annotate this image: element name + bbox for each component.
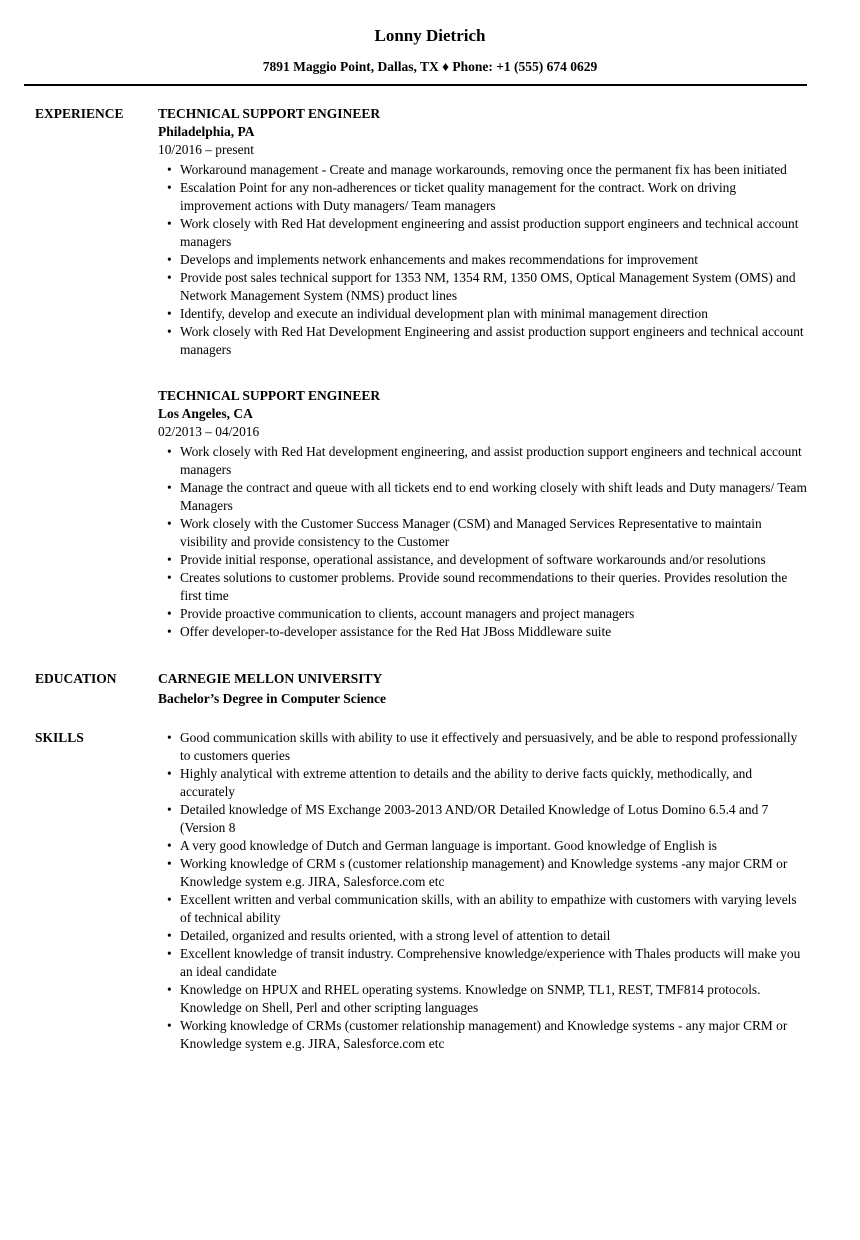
job-bullet-item: • Identify, develop and execute an individual development plan with minimal management direction	[180, 305, 808, 323]
job-bullet-item: • Provide proactive communication to clients, account managers and project managers	[180, 605, 808, 623]
job-bullet-item: • Provide initial response, operational assistance, and development of software workarounds and/or resolutions	[180, 551, 808, 569]
skills-bullet-list	[158, 729, 808, 1053]
skill-bullet-item: • Working knowledge of CRMs (customer relationship management) and Knowledge systems - any major CRM or Knowledge system e.g. JIRA, Salesforce.com etc	[180, 1017, 808, 1053]
education-section-label: EDUCATION	[35, 671, 117, 686]
job-bullet-item: • Offer developer-to-developer assistance for the Red Hat JBoss Middleware suite	[180, 623, 808, 641]
job-bullet-item: • Creates solutions to customer problems. Provide sound recommendations to their queries. Provides resolution the first time	[180, 569, 808, 605]
skill-bullet-item: • Knowledge on HPUX and RHEL operating systems. Knowledge on SNMP, TL1, REST, TMF814 protocols. Knowledge on Shell, Perl and other scripting languages	[180, 981, 808, 1017]
job-title: TECHNICAL SUPPORT ENGINEER	[158, 106, 381, 121]
job-bullet-item: • Workaround management - Create and manage workarounds, removing once the permanent fix has been initiated	[180, 161, 808, 179]
skills-section-label: SKILLS	[35, 730, 84, 745]
header-divider	[24, 84, 807, 86]
job-bullet-list	[158, 161, 808, 359]
skill-bullet-item: • Detailed knowledge of MS Exchange 2003-2013 AND/OR Detailed Knowledge of Lotus Domino 6.5.4 and 7 (Version 8	[180, 801, 808, 837]
skills-content	[158, 729, 808, 1053]
job-bullet-item: • Work closely with Red Hat development engineering, and assist production support engineers and technical account managers	[180, 443, 808, 479]
resume-header	[0, 0, 860, 86]
contact-line: 7891 Maggio Point, Dallas, TX ♦ Phone: +1 (555) 674 0629	[262, 59, 598, 74]
job-title: TECHNICAL SUPPORT ENGINEER	[158, 388, 381, 403]
degree-name: Bachelor’s Degree in Computer Science	[158, 691, 386, 706]
job-dates: 10/2016 – present	[158, 142, 254, 157]
job-bullet-item: • Work closely with the Customer Success Manager (CSM) and Managed Services Representative to maintain visibility and provide consistency to the Customer	[180, 515, 808, 551]
job-bullet-item: • Develops and implements network enhancements and makes recommendations for improvement	[180, 251, 808, 269]
job-bullet-item: • Provide post sales technical support for 1353 NM, 1354 RM, 1350 OMS, Optical Management System (OMS) and Network Management System (NMS) product lines	[180, 269, 808, 305]
skill-bullet-item: • Excellent written and verbal communication skills, with an ability to empathize with customers with varying levels of technical ability	[180, 891, 808, 927]
job-bullet-item: • Work closely with Red Hat development engineering and assist production support engineers and technical account managers	[180, 215, 808, 251]
job-bullet-item: • Work closely with Red Hat Development Engineering and assist production support engineers and technical account managers	[180, 323, 808, 359]
job-bullet-item: • Manage the contract and queue with all tickets end to end working closely with shift leads and Duty managers/ Team Managers	[180, 479, 808, 515]
skill-bullet-item: • Working knowledge of CRM s (customer relationship management) and Knowledge systems -any major CRM or Knowledge system e.g. JIRA, Salesforce.com etc	[180, 855, 808, 891]
education-section	[0, 670, 860, 708]
job-bullet-list	[158, 443, 808, 641]
skill-bullet-item: • Highly analytical with extreme attention to details and the ability to derive facts quickly, methodically, and accurately	[180, 765, 808, 801]
experience-section	[0, 105, 860, 641]
job-dates: 02/2013 – 04/2016	[158, 424, 260, 439]
education-content	[158, 670, 808, 708]
skills-label-column	[35, 729, 158, 1053]
job-entry	[158, 387, 808, 641]
experience-content	[158, 105, 808, 641]
school-name: CARNEGIE MELLON UNIVERSITY	[158, 671, 383, 686]
job-location: Philadelphia, PA	[158, 124, 255, 139]
skills-section	[0, 729, 860, 1053]
skill-bullet-item: • A very good knowledge of Dutch and German language is important. Good knowledge of English is	[180, 837, 808, 855]
job-bullet-item: • Escalation Point for any non-adherences or ticket quality management for the contract. Work on driving improvement actions with Duty managers/ Team managers	[180, 179, 808, 215]
skill-bullet-item: • Excellent knowledge of transit industry. Comprehensive knowledge/experience with Thales products will make you an ideal candidate	[180, 945, 808, 981]
experience-section-label: EXPERIENCE	[35, 106, 124, 121]
skill-bullet-item: • Detailed, organized and results oriented, with a strong level of attention to detail	[180, 927, 808, 945]
education-label-column	[35, 670, 158, 708]
skill-bullet-item: • Good communication skills with ability to use it effectively and persuasively, and be able to respond professionally to customers queries	[180, 729, 808, 765]
experience-label-column	[35, 105, 158, 641]
person-name: Lonny Dietrich	[374, 26, 486, 45]
job-location: Los Angeles, CA	[158, 406, 253, 421]
job-entry	[158, 105, 808, 359]
